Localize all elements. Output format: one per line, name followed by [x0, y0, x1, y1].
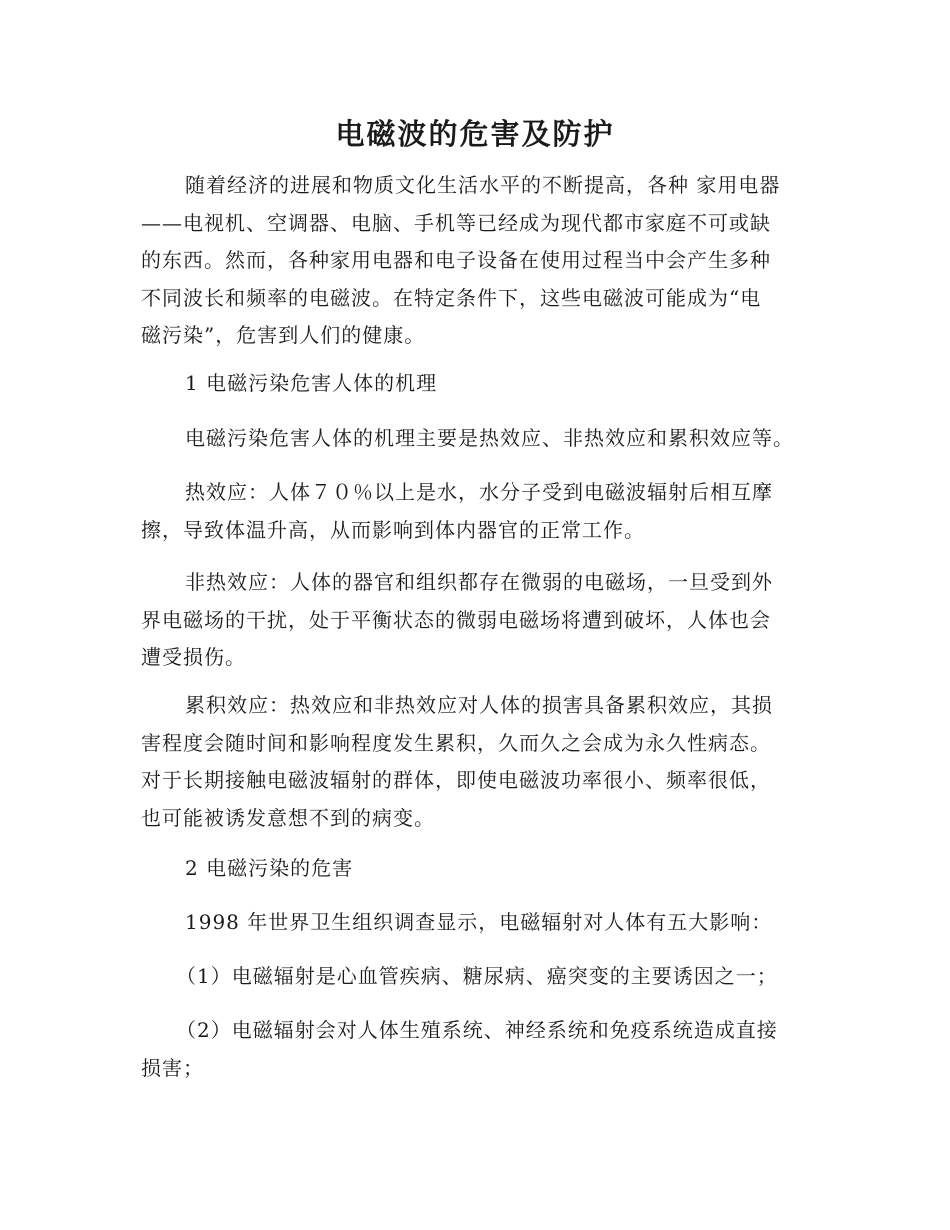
intro-paragraph — [141, 167, 809, 355]
effect1-paragraph — [141, 958, 809, 996]
nonthermal-line: 界电磁场的干扰，处于平衡状态的微弱电磁场将遭到破坏，人体也会 — [141, 607, 771, 632]
document-title: 电磁波的危害及防护 — [335, 117, 615, 151]
intro-line: 磁污染”，危害到人们的健康。 — [141, 323, 426, 347]
effect2-line: 损害； — [141, 1055, 204, 1080]
who-survey-line: 1998 年世界卫生组织调查显示，电磁辐射对人体有五大影响： — [185, 910, 773, 934]
thermal-line: 擦，导致体温升高，从而影响到体内器官的正常工作。 — [141, 517, 645, 542]
effect2-line: （2）电磁辐射会对人体生殖系统、神经系统和免疫系统造成直接 — [176, 1018, 778, 1042]
nonthermal-line: 遭受损伤。 — [141, 645, 246, 669]
cumulative-effect-paragraph — [141, 687, 809, 837]
section2-heading: 2 电磁污染的危害 — [185, 856, 354, 880]
nonthermal-effect-paragraph — [141, 564, 809, 677]
cumulative-line: 也可能被诱发意想不到的病变。 — [141, 805, 435, 830]
cumulative-line: 对于长期接触电磁波辐射的群体，即使电磁波功率很小、频率很低， — [141, 768, 771, 792]
cumulative-line: 累积效应：热效应和非热效应对人体的损害具备累积效应，其损 — [185, 693, 773, 717]
cumulative-line: 害程度会随时间和影响程度发生累积，久而久之会成为永久性病态。 — [141, 730, 771, 755]
thermal-effect-paragraph — [141, 474, 809, 549]
intro-line: 随着经济的进展和物质文化生活水平的不断提高，各种 家用电器 — [185, 173, 781, 197]
mechanism-paragraph — [141, 420, 809, 458]
intro-line: 不同波长和频率的电磁波。在特定条件下，这些电磁波可能成为“电 — [141, 285, 762, 310]
section1-heading: 1 电磁污染危害人体的机理 — [185, 371, 438, 395]
section1-heading-paragraph — [141, 365, 809, 403]
thermal-line: 热效应：人体７０％以上是水，水分子受到电磁波辐射后相互摩 — [185, 480, 773, 504]
nonthermal-line: 非热效应：人体的器官和组织都存在微弱的电磁场，一旦受到外 — [185, 570, 773, 594]
who-survey-paragraph — [141, 904, 809, 942]
effect2-paragraph — [141, 1012, 809, 1087]
mechanism-line: 电磁污染危害人体的机理主要是热效应、非热效应和累积效应等。 — [185, 426, 794, 450]
effect1-line: （1）电磁辐射是心血管疾病、糖尿病、癌突变的主要诱因之一； — [176, 964, 778, 988]
section2-heading-paragraph — [141, 850, 809, 888]
intro-line: 的东西。然而，各种家用电器和电子设备在使用过程当中会产生多种 — [141, 248, 771, 272]
intro-line: ——电视机、空调器、电脑、手机等已经成为现代都市家庭不可或缺 — [141, 210, 771, 235]
